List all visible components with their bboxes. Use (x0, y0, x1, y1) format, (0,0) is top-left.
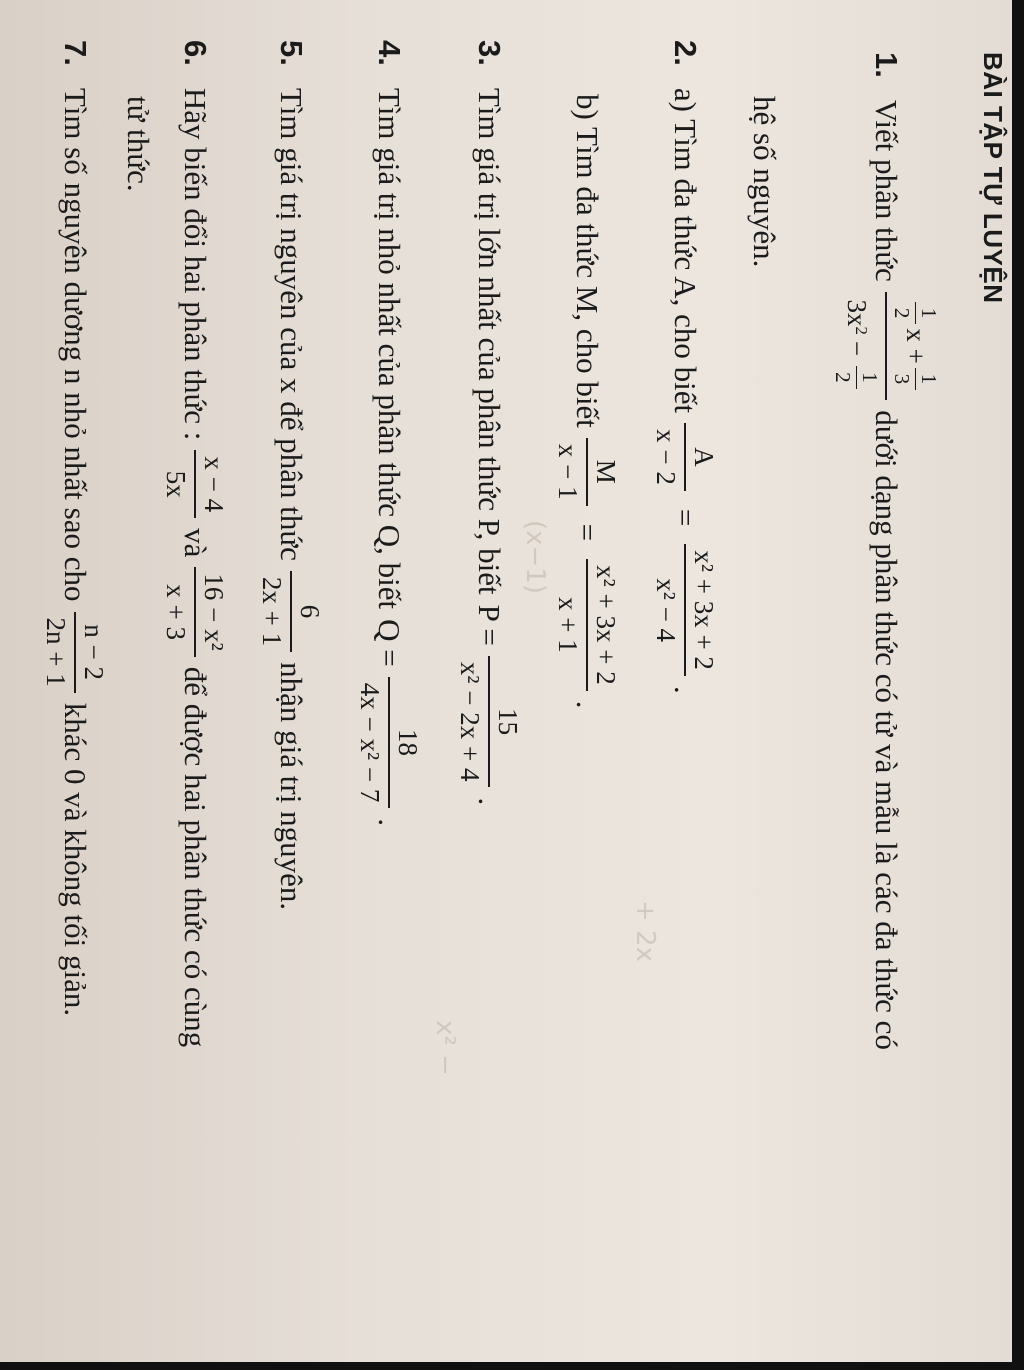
problem-6-number: 6. (177, 40, 213, 66)
problem-3-number: 3. (471, 40, 507, 66)
bleed-through-mark: x² − (430, 1020, 460, 1076)
problem-6-fraction-2: 16 − x² x + 3 (161, 567, 228, 656)
problem-4-number: 4. (371, 40, 407, 66)
problem-2a-rhs: x² + 3x + 2 x² − 4 (651, 544, 718, 676)
problem-3-fraction: 15 x² − 2x + 4 (455, 656, 522, 788)
problem-4-fraction: 18 4x − x² − 7 (355, 677, 422, 809)
problem-5-line: 5. Tìm giá trị nguyên của x để phân thức 6 2x + 1 nhận giá trị nguyên. (256, 40, 325, 911)
problem-7-number: 7. (57, 40, 93, 66)
problem-2b-line: b) Tìm đa thức M, cho biết M x − 1 = x² + 3x + 2 x + 1 . (552, 94, 621, 709)
problem-1-continuation: hệ số nguyên. (747, 96, 782, 268)
bleed-through-mark: + 2x (630, 900, 660, 962)
problem-1-fraction: 1 2 x + 1 3 3x $^2$ − 1 2 (832, 292, 940, 400)
problem-1-text: Viết phân thức (868, 99, 904, 282)
problem-3-line: 3. Tìm giá trị lớn nhất của phân thức P, biết P = 15 x² − 2x + 4 . (454, 40, 523, 806)
problem-2b-lhs: M x − 1 (553, 438, 620, 506)
problem-6-continuation: tử thức. (121, 96, 156, 192)
problem-5-number: 5. (273, 40, 309, 66)
problem-6-line: 6. Hãy biến đổi hai phân thức : x − 4 5x và 16 − x² x + 3 để được hai phân thức có cùng (160, 40, 229, 1048)
problem-4-line: 4. Tìm giá trị nhỏ nhất của phân thức Q, biết Q = 18 4x − x² − 7 . (354, 40, 423, 827)
problem-5-fraction: 6 2x + 1 (257, 571, 324, 652)
problem-2b-rhs: x² + 3x + 2 x + 1 (553, 559, 620, 691)
problem-7-fraction: n − 2 2n + 1 (41, 612, 108, 693)
problem-2a-lhs: A x − 2 (651, 423, 718, 491)
bleed-through-mark: (x−1) (520, 520, 550, 595)
photo-bottom-edge (0, 1362, 1024, 1370)
problem-1-number: 1. (868, 52, 904, 78)
problem-1-line (832, 52, 940, 1050)
problem-2a-line: 2. a) Tìm đa thức A, cho biết A x − 2 = x² + 3x + 2 x² − 4 . (650, 40, 719, 694)
problem-6-fraction-1: x − 4 5x (161, 450, 228, 518)
problem-2-number: 2. (667, 40, 703, 66)
page-title: BÀI TẬP TỰ LUYỆN (978, 52, 1008, 304)
problem-7-line: 7. Tìm số nguyên dương n nhỏ nhất sao cho n − 2 2n + 1 khác 0 và không tối giản. (40, 40, 109, 1017)
problem-1-text-post: dưới dạng phân thức có tử và mẫu là các đa thức có (868, 410, 904, 1050)
